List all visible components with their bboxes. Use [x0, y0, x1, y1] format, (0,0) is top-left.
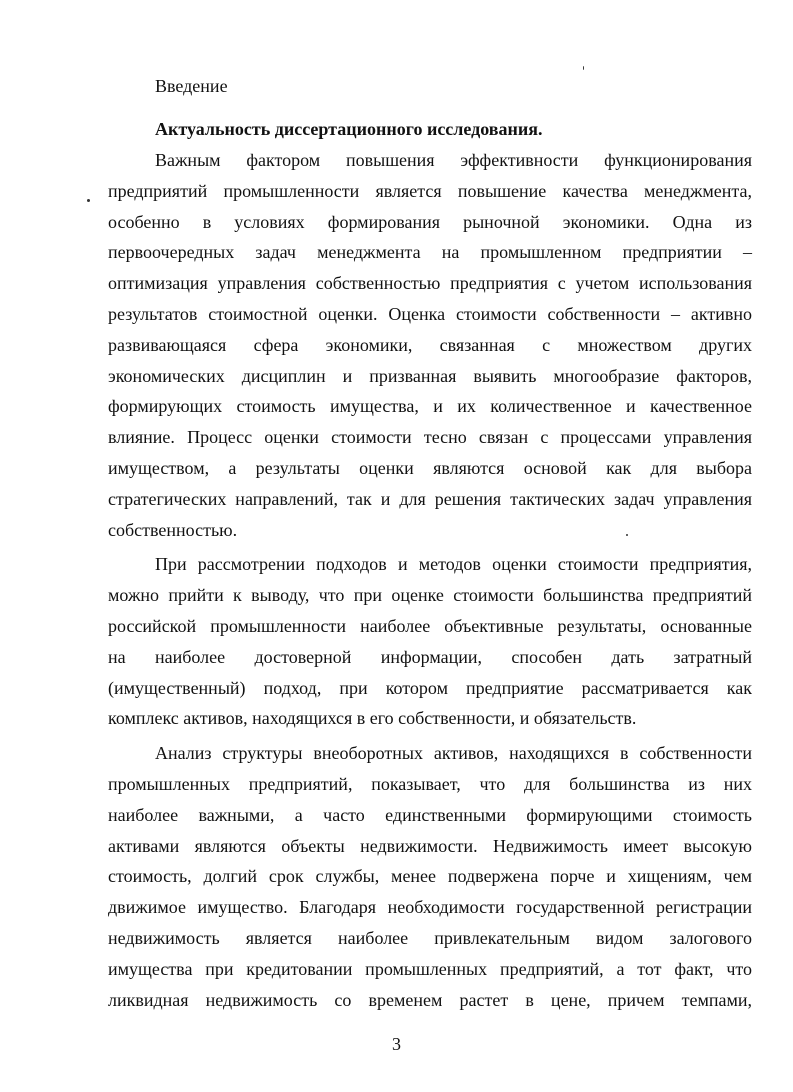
text-line: движимое имущество. Благодаря необходимости государственной регистрации	[108, 897, 752, 918]
text-line: развивающаяся сфера экономики, связанная с множеством других	[108, 334, 752, 355]
text-line: собственностью.	[108, 519, 238, 540]
text-line: (имущественный) подход, при котором предприятие рассматривается как	[108, 677, 752, 698]
scan-speck	[583, 66, 584, 70]
text-line: предприятий промышленности является повышение качества менеджмента,	[108, 180, 752, 201]
document-body	[108, 145, 752, 1019]
text-line: стратегических направлений, так и для решения тактических задач управления	[108, 488, 752, 509]
text-line: Анализ структуры внеоборотных активов, находящихся в собственности	[155, 743, 752, 764]
text-line: Важным фактором повышения эффективности функционирования	[155, 150, 752, 170]
text-line: влияние. Процесс оценки стоимости тесно связан с процессами управления	[108, 427, 752, 448]
text-line: на наиболее достоверной информации, способен дать затратный	[108, 646, 752, 667]
text-line: комплекс активов, находящихся в его собственности, и обязательств.	[108, 708, 637, 729]
text-line: можно прийти к выводу, что при оценке стоимости большинства предприятий	[108, 585, 752, 606]
text-line: результатов стоимостной оценки. Оценка стоимости собственности – активно	[108, 303, 752, 324]
text-line: экономических дисциплин и призванная выявить многообразие факторов,	[108, 365, 752, 386]
paragraph	[108, 549, 752, 734]
paragraph	[108, 738, 752, 1015]
text-line: ликвидная недвижимость со временем растет в цене, причем темпами,	[108, 989, 752, 1010]
text-line: При рассмотрении подходов и методов оценки стоимости предприятия,	[155, 554, 752, 575]
text-line: первоочередных задач менеджмента на промышленном предприятии –	[108, 242, 752, 263]
text-line: недвижимость является наиболее привлекательным видом залогового	[108, 927, 752, 948]
scan-speck	[626, 534, 628, 536]
text-line: активами являются объекты недвижимости. Недвижимость имеет высокую	[108, 835, 752, 856]
text-line: оптимизация управления собственностью предприятия с учетом использования	[108, 273, 752, 294]
text-line: особенно в условиях формирования рыночной экономики. Одна из	[108, 211, 752, 232]
scan-speck	[87, 199, 90, 202]
section-title: Введение	[155, 76, 228, 96]
text-line: имущества при кредитовании промышленных предприятий, а тот факт, что	[108, 958, 752, 979]
text-line: имуществом, а результаты оценки являются основой как для выбора	[108, 457, 752, 478]
text-line: промышленных предприятий, показывает, что для большинства из них	[108, 773, 752, 794]
paragraph	[108, 145, 752, 545]
text-line: формирующих стоимость имущества, и их количественное и качественное	[108, 396, 752, 417]
text-line: наиболее важными, а часто единственными формирующими стоимость	[108, 804, 752, 825]
page-number: 3	[392, 1034, 401, 1054]
text-line: российской промышленности наиболее объективные результаты, основанные	[108, 615, 752, 636]
section-heading: Актуальность диссертационного исследования.	[155, 119, 543, 139]
text-line: стоимость, долгий срок службы, менее подвержена порче и хищениям, чем	[108, 866, 752, 887]
